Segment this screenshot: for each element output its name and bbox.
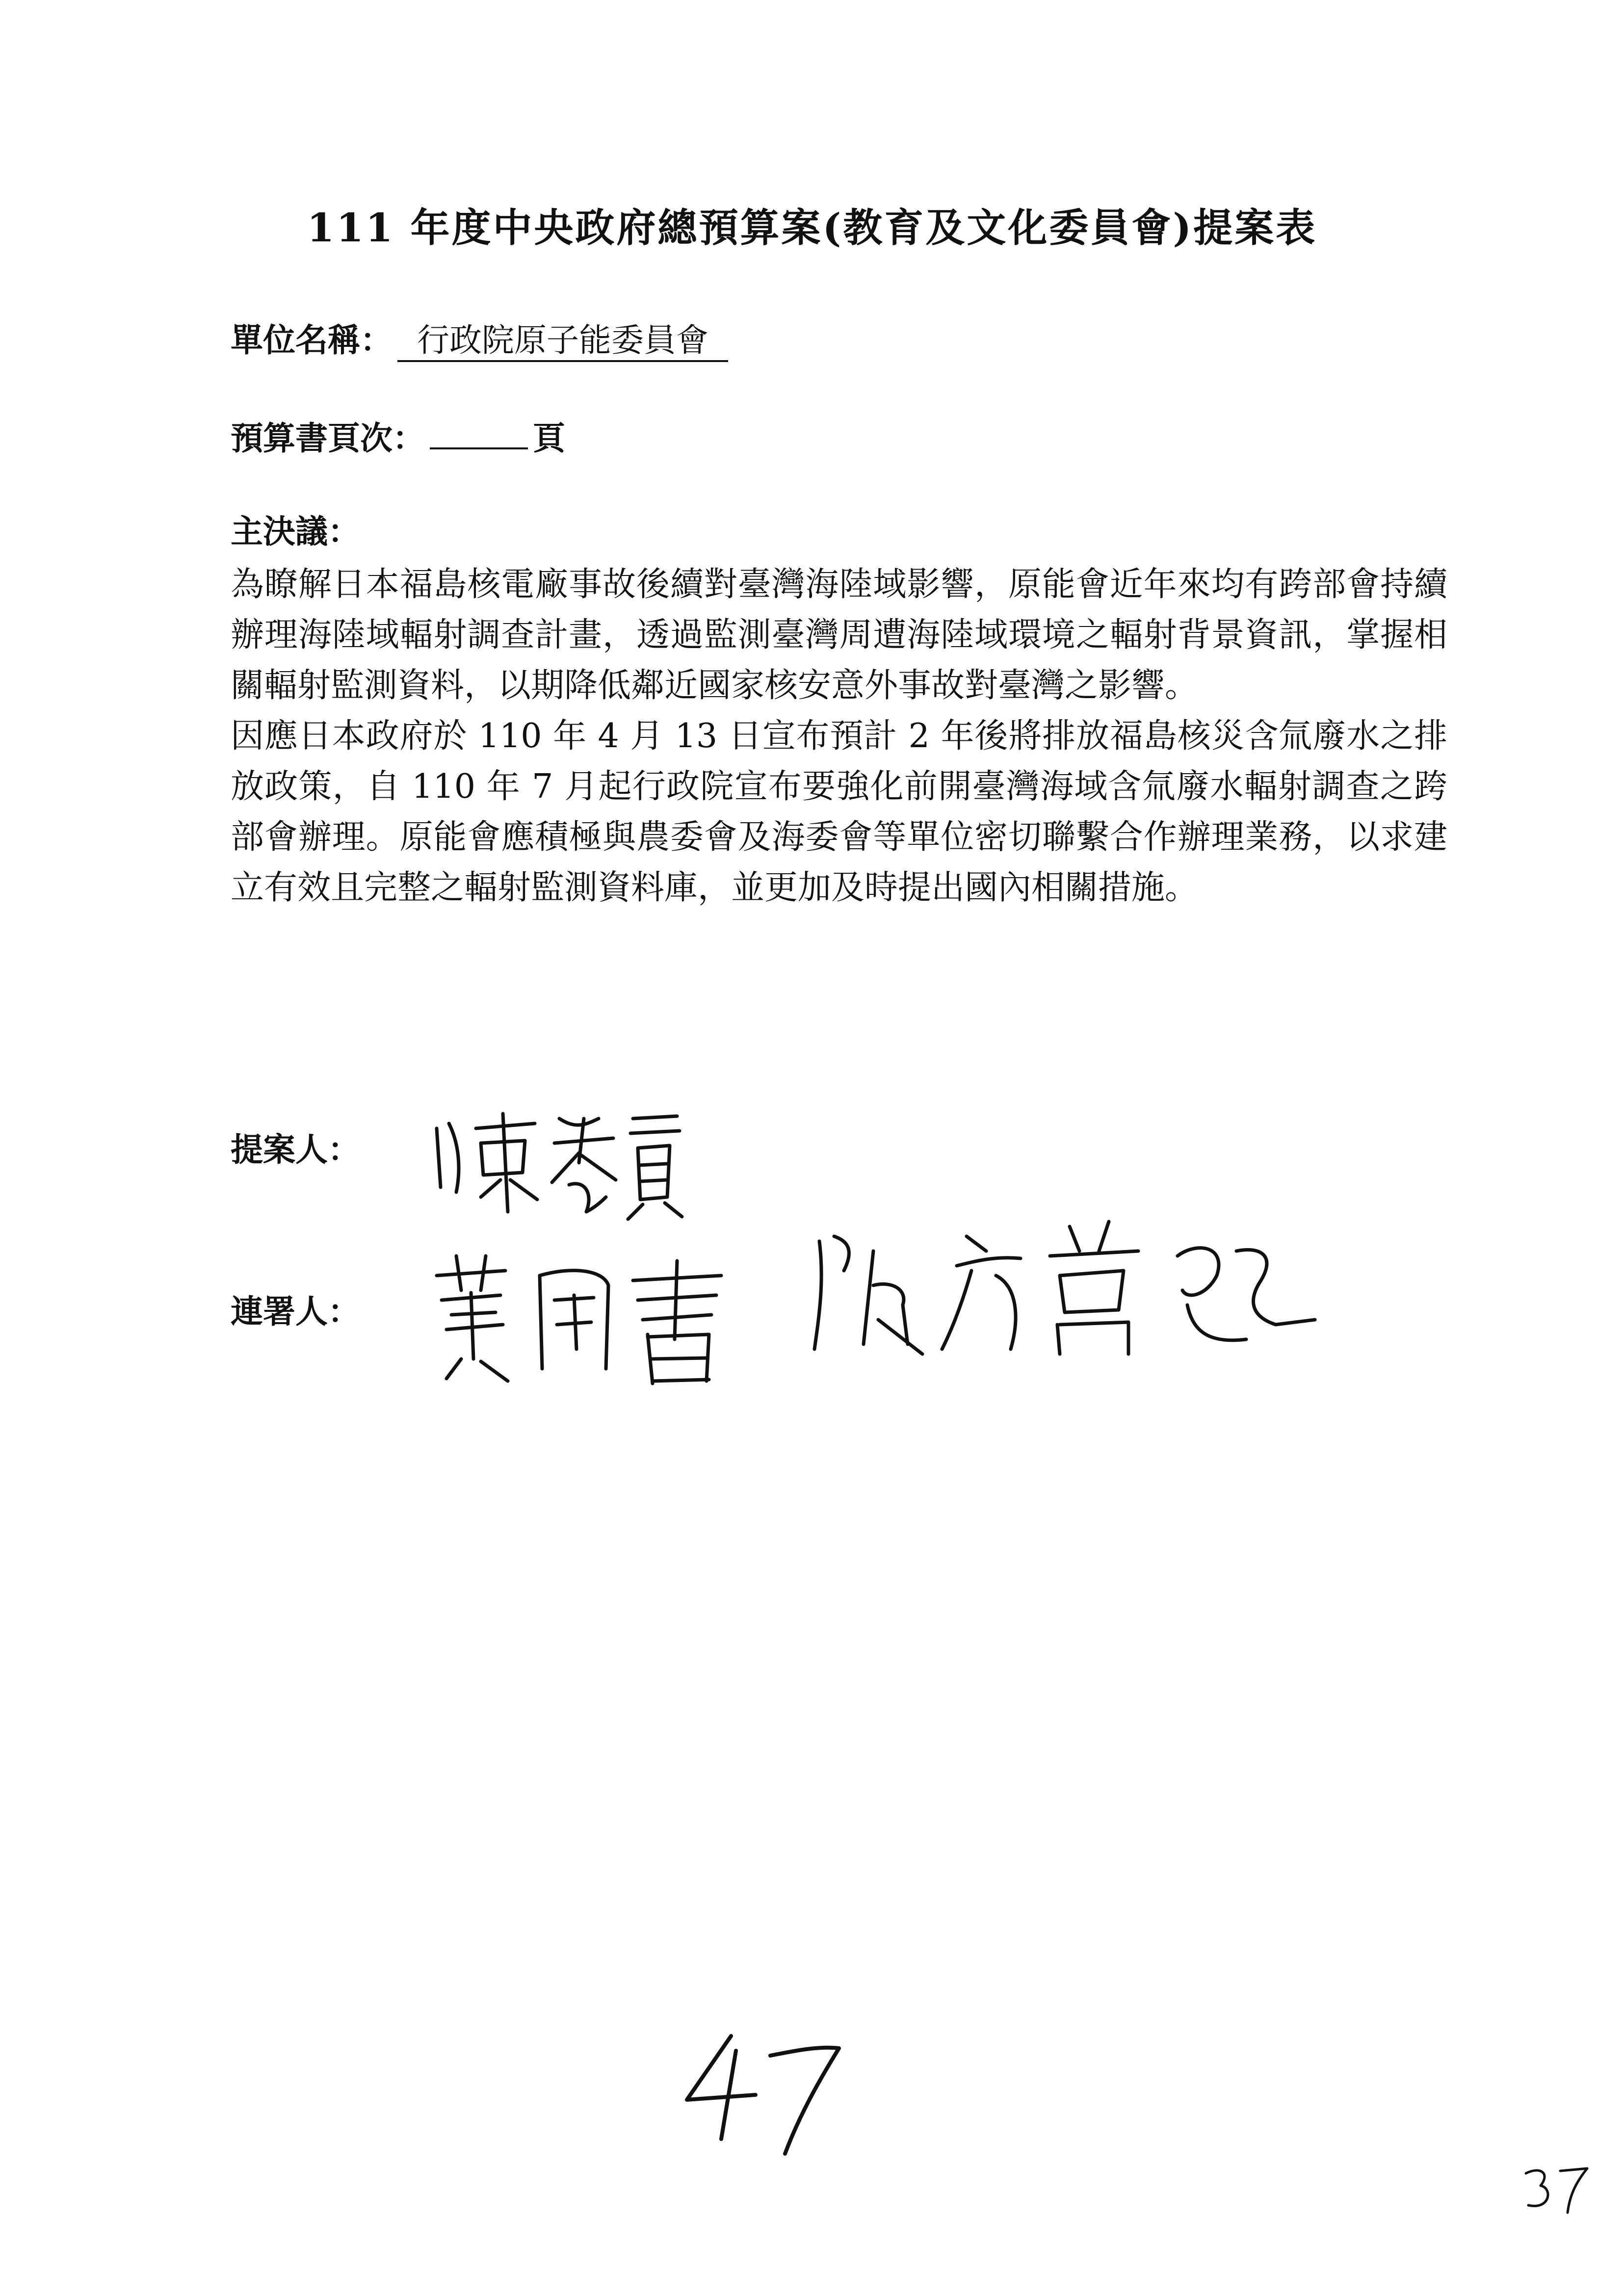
budget-page-suffix: 頁	[533, 419, 565, 457]
resolution-paragraph: 因應日本政府於 110 年 4 月 13 日宣布預計 2 年後將排放福島核災含氚廢水之排放政策，自 110 年 7 月起行政院宣布要強化前開臺灣海域含氚廢水輻射調查之跨部會辦理。原能會應積極與農委會及海委會等單位密切聯繫合作辦理業務，以求建立有效且完整之輻射監測資料庫，並更加及時提出國內相關措施。	[231, 717, 1447, 907]
proposer-label: 提案人：	[231, 1130, 360, 1169]
unit-name-label: 單位名稱：	[231, 321, 393, 359]
handwritten-page-number	[1521, 2164, 1595, 2219]
cosigner-signature-2	[805, 1207, 1325, 1364]
unit-name-value: 行政院原子能委員會	[397, 322, 728, 362]
resolution-body	[231, 559, 1447, 913]
resolution-paragraph: 為瞭解日本福島核電廠事故後續對臺灣海陸域影響，原能會近年來均有跨部會持續辦理海陸域輻射調查計畫，透過監測臺灣周遭海陸域環境之輻射背景資訊，掌握相關輻射監測資料，以期降低鄰近國家核安意外事故對臺灣之影響。	[231, 565, 1447, 705]
cosigner-signature-1	[427, 1246, 741, 1393]
budget-page-label: 預算書頁次：	[231, 419, 425, 457]
unit-name-field	[231, 314, 728, 362]
budget-page-blank	[430, 418, 528, 449]
document-title: 111 年度中央政府總預算案(教育及文化委員會)提案表	[307, 205, 1317, 251]
budget-page-field	[231, 412, 565, 459]
proposer-signature	[422, 1099, 697, 1222]
resolution-heading: 主決議：	[231, 512, 360, 550]
serial-number-text	[672, 2021, 673, 2022]
handwritten-serial-number	[672, 2021, 849, 2161]
cosigner-label: 連署人：	[231, 1292, 360, 1331]
